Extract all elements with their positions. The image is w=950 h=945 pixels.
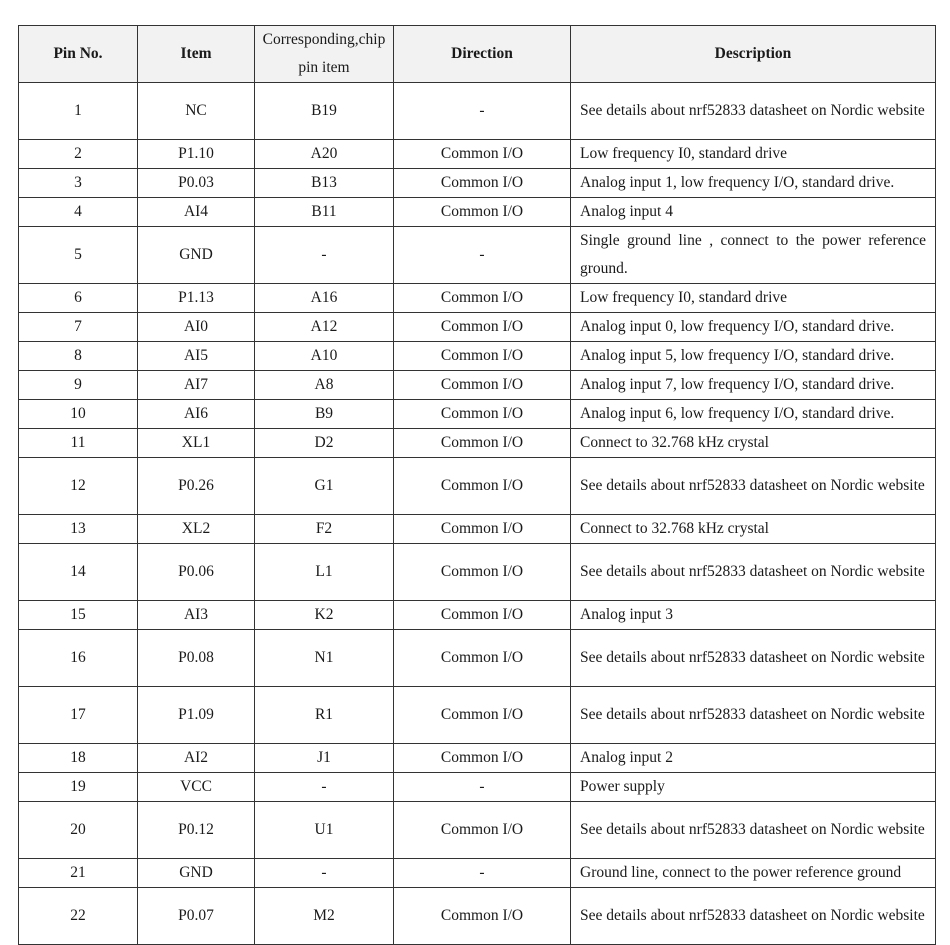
cell-pin-no: 9 — [19, 371, 138, 400]
cell-pin-no: 22 — [19, 888, 138, 945]
table-row — [19, 169, 936, 198]
cell-chip-pin: U1 — [255, 802, 394, 859]
cell-chip-pin: F2 — [255, 515, 394, 544]
header-description: Description — [571, 26, 936, 83]
cell-description: Analog input 3 — [571, 601, 936, 630]
cell-pin-no: 15 — [19, 601, 138, 630]
cell-direction: Common I/O — [394, 284, 571, 313]
table-row — [19, 802, 936, 859]
cell-item: P1.13 — [138, 284, 255, 313]
cell-description: Analog input 1, low frequency I/O, standard drive. — [571, 169, 936, 198]
cell-description: Analog input 6, low frequency I/O, standard drive. — [571, 400, 936, 429]
cell-item: AI4 — [138, 198, 255, 227]
table-row — [19, 744, 936, 773]
cell-description: See details about nrf52833 datasheet on Nordic website — [571, 802, 936, 859]
cell-pin-no: 1 — [19, 83, 138, 140]
cell-item: P0.07 — [138, 888, 255, 945]
cell-direction: Common I/O — [394, 802, 571, 859]
cell-description: See details about nrf52833 datasheet on Nordic website — [571, 83, 936, 140]
cell-description: See details about nrf52833 datasheet on Nordic website — [571, 687, 936, 744]
header-chip-pin: Corresponding,chip pin item — [255, 26, 394, 83]
cell-item: AI2 — [138, 744, 255, 773]
cell-direction: Common I/O — [394, 687, 571, 744]
table-row — [19, 371, 936, 400]
cell-direction: Common I/O — [394, 515, 571, 544]
cell-item: XL1 — [138, 429, 255, 458]
cell-direction: - — [394, 859, 571, 888]
table-body — [19, 83, 936, 945]
cell-item: P0.08 — [138, 630, 255, 687]
table-row — [19, 284, 936, 313]
table-row — [19, 227, 936, 284]
cell-chip-pin: R1 — [255, 687, 394, 744]
cell-item: P1.09 — [138, 687, 255, 744]
cell-item: P1.10 — [138, 140, 255, 169]
cell-chip-pin: - — [255, 227, 394, 284]
cell-item: GND — [138, 859, 255, 888]
cell-description: Analog input 2 — [571, 744, 936, 773]
cell-direction: Common I/O — [394, 429, 571, 458]
cell-description: Low frequency I0, standard drive — [571, 284, 936, 313]
cell-chip-pin: - — [255, 859, 394, 888]
cell-direction: Common I/O — [394, 630, 571, 687]
cell-chip-pin: A12 — [255, 313, 394, 342]
cell-chip-pin: G1 — [255, 458, 394, 515]
cell-pin-no: 12 — [19, 458, 138, 515]
cell-direction: Common I/O — [394, 198, 571, 227]
table-row — [19, 544, 936, 601]
header-direction: Direction — [394, 26, 571, 83]
cell-direction: Common I/O — [394, 601, 571, 630]
cell-chip-pin: A8 — [255, 371, 394, 400]
cell-item: AI5 — [138, 342, 255, 371]
cell-direction: Common I/O — [394, 140, 571, 169]
cell-pin-no: 3 — [19, 169, 138, 198]
cell-item: AI7 — [138, 371, 255, 400]
cell-chip-pin: K2 — [255, 601, 394, 630]
cell-item: GND — [138, 227, 255, 284]
cell-direction: Common I/O — [394, 342, 571, 371]
cell-pin-no: 6 — [19, 284, 138, 313]
cell-description: See details about nrf52833 datasheet on Nordic website — [571, 888, 936, 945]
cell-description: Analog input 0, low frequency I/O, standard drive. — [571, 313, 936, 342]
cell-description: Analog input 5, low frequency I/O, standard drive. — [571, 342, 936, 371]
cell-item: P0.12 — [138, 802, 255, 859]
cell-pin-no: 7 — [19, 313, 138, 342]
header-pin-no: Pin No. — [19, 26, 138, 83]
cell-chip-pin: - — [255, 773, 394, 802]
cell-pin-no: 4 — [19, 198, 138, 227]
cell-description: Single ground line , connect to the power reference ground. — [571, 227, 936, 284]
cell-pin-no: 2 — [19, 140, 138, 169]
cell-direction: Common I/O — [394, 313, 571, 342]
table-row — [19, 859, 936, 888]
cell-chip-pin: A20 — [255, 140, 394, 169]
cell-direction: - — [394, 773, 571, 802]
cell-pin-no: 21 — [19, 859, 138, 888]
cell-chip-pin: A10 — [255, 342, 394, 371]
cell-direction: Common I/O — [394, 169, 571, 198]
cell-pin-no: 18 — [19, 744, 138, 773]
cell-direction: Common I/O — [394, 400, 571, 429]
table-row — [19, 198, 936, 227]
cell-description: See details about nrf52833 datasheet on Nordic website — [571, 544, 936, 601]
cell-description: Connect to 32.768 kHz crystal — [571, 515, 936, 544]
table-row — [19, 515, 936, 544]
cell-chip-pin: J1 — [255, 744, 394, 773]
cell-pin-no: 10 — [19, 400, 138, 429]
cell-item: AI3 — [138, 601, 255, 630]
cell-pin-no: 13 — [19, 515, 138, 544]
cell-pin-no: 20 — [19, 802, 138, 859]
cell-item: P0.06 — [138, 544, 255, 601]
cell-pin-no: 11 — [19, 429, 138, 458]
table-row — [19, 83, 936, 140]
cell-chip-pin: B13 — [255, 169, 394, 198]
cell-direction: Common I/O — [394, 458, 571, 515]
cell-direction: - — [394, 83, 571, 140]
cell-item: P0.26 — [138, 458, 255, 515]
table-row — [19, 458, 936, 515]
cell-description: See details about nrf52833 datasheet on Nordic website — [571, 630, 936, 687]
cell-item: XL2 — [138, 515, 255, 544]
cell-chip-pin: D2 — [255, 429, 394, 458]
cell-pin-no: 5 — [19, 227, 138, 284]
cell-description: Power supply — [571, 773, 936, 802]
cell-pin-no: 14 — [19, 544, 138, 601]
cell-pin-no: 8 — [19, 342, 138, 371]
table-row — [19, 313, 936, 342]
cell-item: VCC — [138, 773, 255, 802]
table-row — [19, 400, 936, 429]
cell-description: Low frequency I0, standard drive — [571, 140, 936, 169]
cell-chip-pin: A16 — [255, 284, 394, 313]
cell-item: P0.03 — [138, 169, 255, 198]
cell-description: Connect to 32.768 kHz crystal — [571, 429, 936, 458]
cell-chip-pin: L1 — [255, 544, 394, 601]
cell-chip-pin: B11 — [255, 198, 394, 227]
cell-pin-no: 19 — [19, 773, 138, 802]
cell-direction: - — [394, 227, 571, 284]
cell-pin-no: 16 — [19, 630, 138, 687]
table-row — [19, 342, 936, 371]
cell-direction: Common I/O — [394, 544, 571, 601]
cell-chip-pin: B9 — [255, 400, 394, 429]
cell-chip-pin: B19 — [255, 83, 394, 140]
cell-description: See details about nrf52833 datasheet on Nordic website — [571, 458, 936, 515]
cell-direction: Common I/O — [394, 371, 571, 400]
table-row — [19, 888, 936, 945]
cell-direction: Common I/O — [394, 744, 571, 773]
cell-chip-pin: M2 — [255, 888, 394, 945]
table-row — [19, 140, 936, 169]
cell-item: AI6 — [138, 400, 255, 429]
cell-description: Analog input 7, low frequency I/O, standard drive. — [571, 371, 936, 400]
cell-direction: Common I/O — [394, 888, 571, 945]
cell-pin-no: 17 — [19, 687, 138, 744]
header-item: Item — [138, 26, 255, 83]
table-row — [19, 773, 936, 802]
cell-chip-pin: N1 — [255, 630, 394, 687]
cell-description: Ground line, connect to the power reference ground — [571, 859, 936, 888]
cell-item: NC — [138, 83, 255, 140]
table-row — [19, 429, 936, 458]
table-row — [19, 601, 936, 630]
table-row — [19, 687, 936, 744]
table-row — [19, 630, 936, 687]
cell-item: AI0 — [138, 313, 255, 342]
cell-description: Analog input 4 — [571, 198, 936, 227]
table-header-row — [19, 26, 936, 83]
pin-definition-table — [18, 25, 936, 945]
